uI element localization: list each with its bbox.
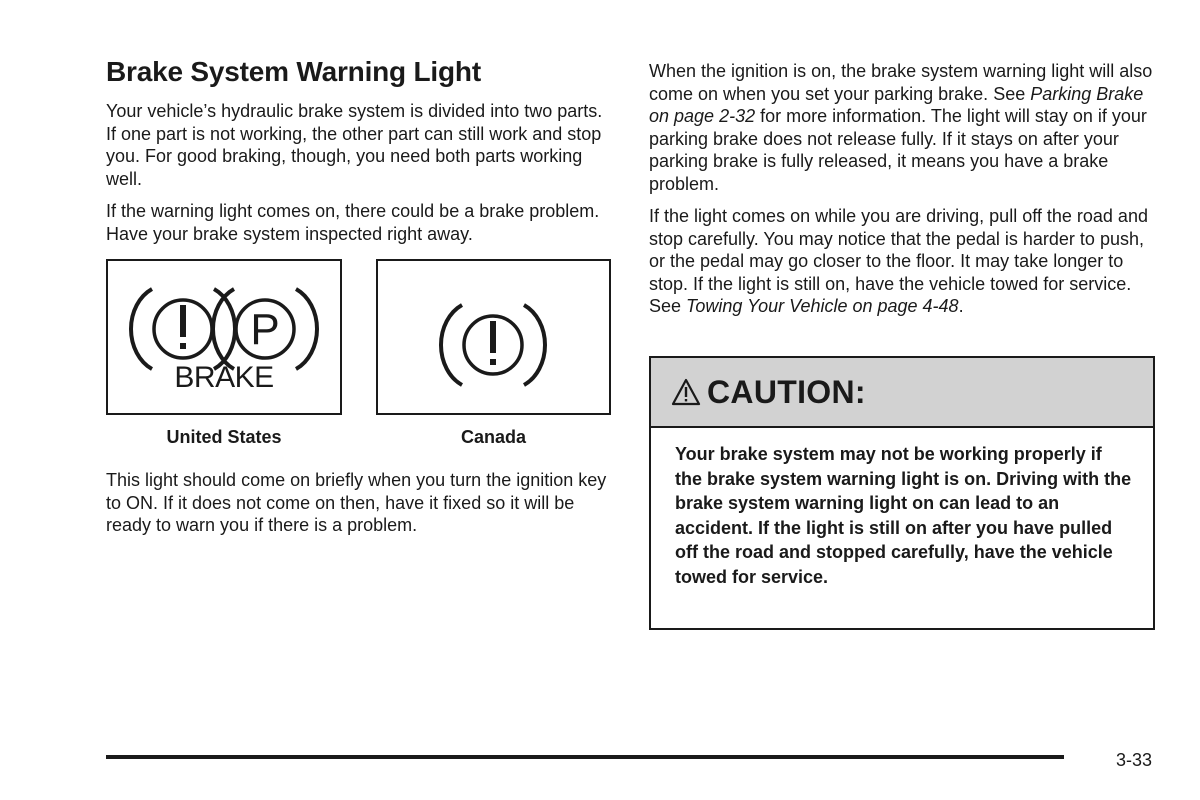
paragraph-parking-brake: [649, 60, 1159, 195]
caution-title: CAUTION:: [707, 373, 866, 410]
figure-canada: [376, 259, 611, 415]
paragraph-warning-light: If the warning light comes on, there could be a brake problem. Have your brake system inspected right away.: [106, 201, 600, 244]
left-column: [106, 56, 616, 547]
text-span: for more information. The light will stay on if your parking brake does not release fully. If it stays on after your parking brake is fully released, it means you have a brake problem.: [649, 106, 1147, 194]
caution-box: [649, 356, 1155, 630]
paragraph-hydraulic-system: Your vehicle’s hydraulic brake system is divided into two parts. If one part is not working, the other part can still work and stop you. For good braking, though, you need both parts working well.: [106, 101, 603, 189]
reference-towing: Towing Your Vehicle on page 4-48: [686, 296, 959, 316]
brake-symbol-text: BRAKE: [174, 361, 274, 394]
text-span: If the light comes on while you are driving, pull off the road and stop carefully. You may notice that the pedal is harder to push, or the pedal may go closer to the floor. It may take longer to stop. If the light is still on, have the vehicle towed for service. See: [649, 206, 1148, 316]
reference-parking-brake: Parking Brake on page 2-32: [649, 83, 1144, 126]
paragraph-ignition-check: This light should come on briefly when you turn the ignition key to ON. If it does not come on then, have it fixed so it will be ready to warn you if there is a problem.: [106, 470, 607, 535]
warning-triangle-icon: [671, 378, 701, 406]
footer-rule: [106, 755, 1064, 759]
page-number: 3-33: [1116, 750, 1153, 770]
caption-united-states: United States: [166, 427, 282, 447]
section-heading: Brake System Warning Light: [106, 56, 481, 87]
caution-header: [651, 358, 1153, 428]
text-span: When the ignition is on, the brake system warning light will also come on when you set your parking brake. See: [649, 61, 1153, 104]
paragraph-while-driving: [649, 205, 1159, 318]
svg-text:P: P: [250, 305, 280, 354]
caution-text: Your brake system may not be working properly if the brake system warning light is on. Driving with the brake system warning light on can lead to an accident. If the light is still on after you have pulled off the road and stopped carefully, have the vehicle towed for service.: [675, 444, 1132, 587]
caption-canada: Canada: [460, 427, 527, 447]
figure-united-states: [106, 259, 342, 415]
warning-light-figures: [106, 259, 616, 469]
brake-warning-icon: [378, 261, 609, 413]
right-column: [649, 60, 1159, 328]
text-span: .: [958, 296, 964, 316]
